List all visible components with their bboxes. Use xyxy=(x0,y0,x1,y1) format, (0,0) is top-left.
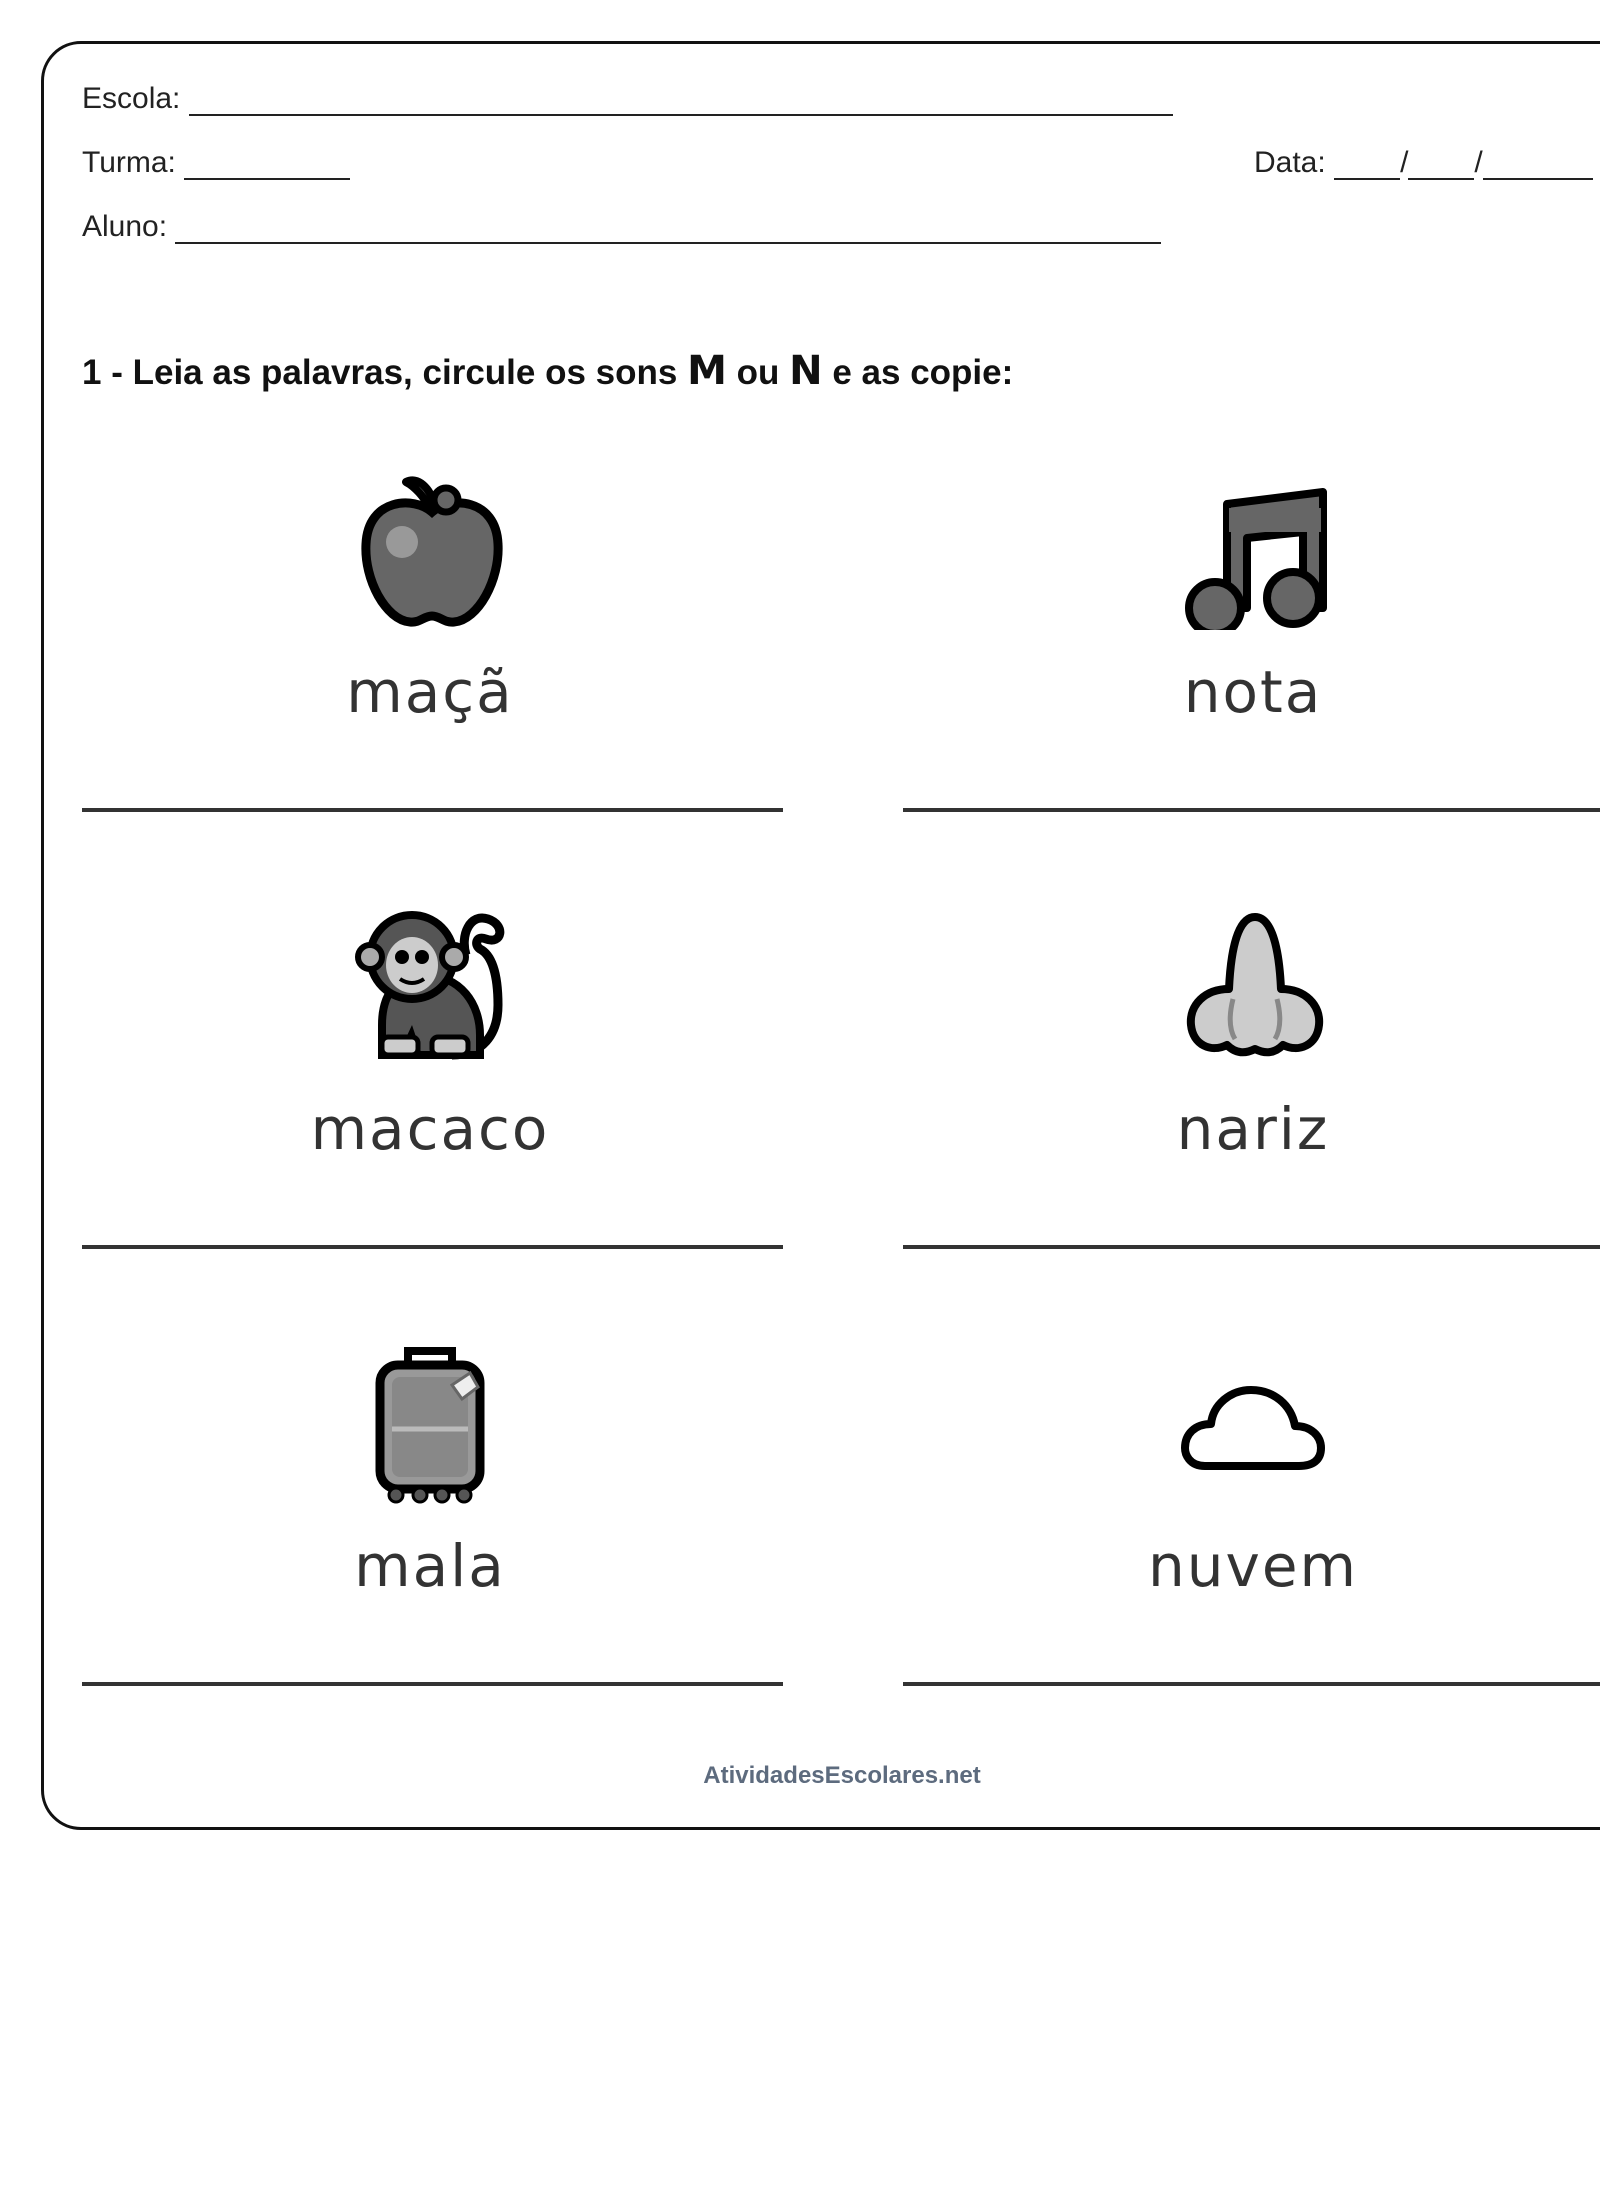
word-nuvem: nuvem xyxy=(1147,1532,1359,1600)
escola-label: Escola: xyxy=(82,82,181,115)
cloud-icon xyxy=(1175,1370,1335,1480)
aluno-input-line[interactable] xyxy=(175,212,1161,244)
question-conj: ou xyxy=(736,353,780,392)
copy-line-maca[interactable] xyxy=(82,808,783,812)
letter-m: M xyxy=(687,348,727,394)
aluno-field[interactable] xyxy=(82,210,1161,244)
word-nota: nota xyxy=(1183,658,1323,726)
copy-line-nariz[interactable] xyxy=(903,1245,1600,1249)
nose-icon xyxy=(1175,905,1335,1065)
question-text-end: e as copie: xyxy=(832,353,1014,392)
turma-label: Turma: xyxy=(82,146,176,179)
aluno-label: Aluno: xyxy=(82,210,168,243)
footer-site: AtividadesEscolares.net xyxy=(703,1762,981,1789)
suitcase-icon xyxy=(352,1345,512,1505)
data-field[interactable] xyxy=(1254,146,1593,180)
turma-input-line[interactable] xyxy=(184,148,350,180)
monkey-icon xyxy=(352,905,512,1065)
copy-line-mala[interactable] xyxy=(82,1682,783,1686)
word-macaco: macaco xyxy=(310,1095,550,1163)
escola-input-line[interactable] xyxy=(189,84,1173,116)
apple-icon xyxy=(352,470,512,630)
copy-line-nuvem[interactable] xyxy=(903,1682,1600,1686)
music-note-icon xyxy=(1175,470,1335,630)
escola-field[interactable] xyxy=(82,82,1173,116)
data-year-line[interactable] xyxy=(1483,148,1593,180)
copy-line-macaco[interactable] xyxy=(82,1245,783,1249)
data-day-line[interactable] xyxy=(1334,148,1400,180)
date-separator: / xyxy=(1400,146,1409,179)
question-number: 1 - xyxy=(82,353,123,392)
word-nariz: nariz xyxy=(1176,1095,1330,1163)
data-label: Data: xyxy=(1254,146,1326,179)
letter-n: N xyxy=(789,348,823,394)
date-separator: / xyxy=(1474,146,1483,179)
turma-field[interactable] xyxy=(82,146,350,180)
copy-line-nota[interactable] xyxy=(903,808,1600,812)
question-title xyxy=(82,348,1013,394)
word-maca: maçã xyxy=(346,658,514,726)
data-month-line[interactable] xyxy=(1408,148,1474,180)
word-mala: mala xyxy=(354,1532,506,1600)
question-text: Leia as palavras, circule os sons xyxy=(132,353,678,392)
